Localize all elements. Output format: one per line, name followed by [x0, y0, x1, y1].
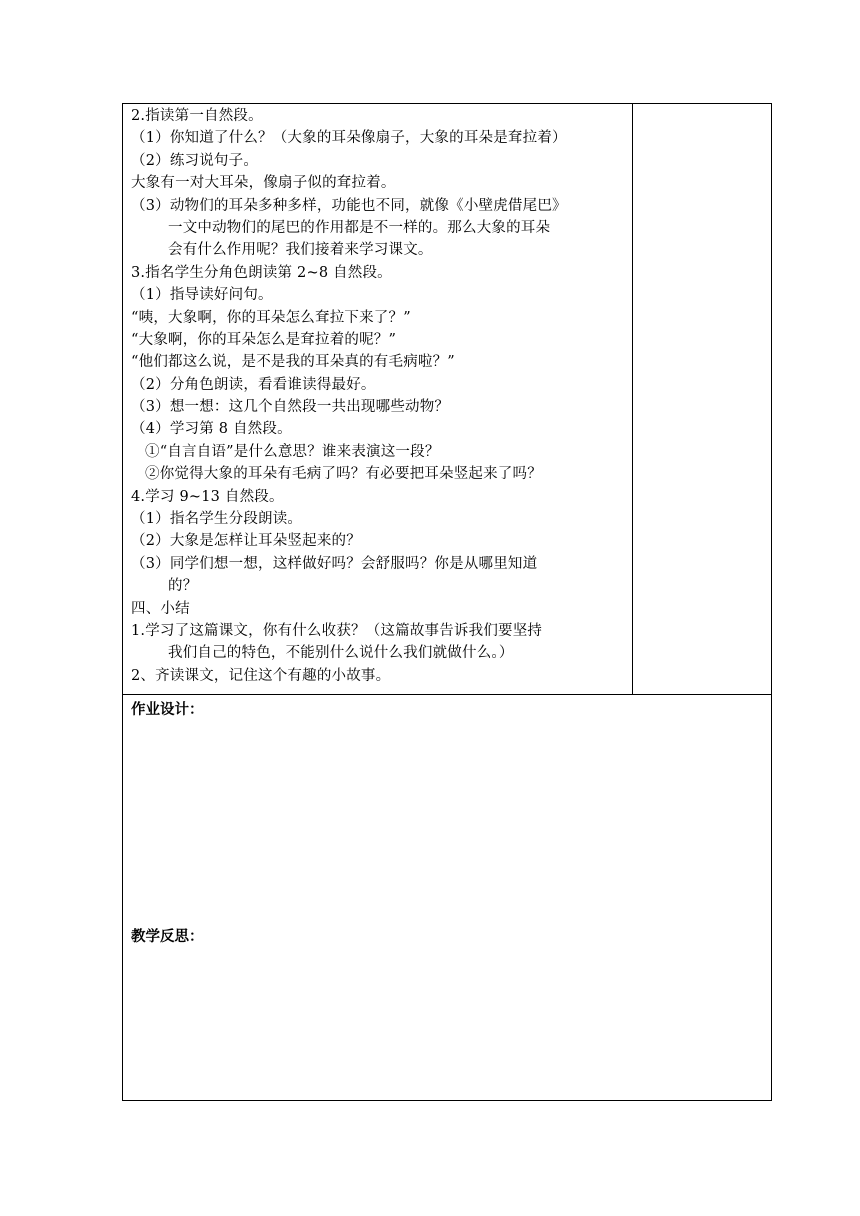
lesson-line: （4）学习第 8 自然段。 [131, 421, 292, 438]
homework-reflection-cell [123, 695, 771, 1100]
lesson-plan-table [122, 103, 772, 1101]
teaching-process-text [131, 105, 629, 687]
lesson-line: （3）想一想：这几个自然段一共出现哪些动物？ [131, 399, 450, 416]
lesson-line: 3.指名学生分角色朗读第 2~8 自然段。 [131, 264, 392, 281]
teaching-process-cell [123, 104, 633, 695]
lesson-line: （1）你知道了什么？（大象的耳朵像扇子，大象的耳朵是耷拉着） [131, 130, 567, 147]
lesson-line: （1）指导读好问句。 [131, 287, 273, 304]
lesson-line: 1.学习了这篇课文，你有什么收获？（这篇故事告诉我们要坚持 [131, 622, 543, 639]
lesson-line: 我们自己的特色，不能别什么说什么我们就做什么。） [168, 645, 514, 662]
lesson-line: 大象有一对大耳朵，像扇子似的耷拉着。 [131, 175, 396, 192]
lesson-line: 2、齐读课文，记住这个有趣的小故事。 [131, 667, 391, 684]
notes-cell [633, 104, 771, 695]
lesson-line: 一文中动物们的尾巴的作用都是不一样的。那么大象的耳朵 [168, 219, 551, 236]
lesson-line: （2）练习说句子。 [131, 152, 259, 169]
lesson-line: （3）同学们想一想，这样做好吗？会舒服吗？你是从哪里知道 [131, 555, 538, 572]
lesson-line: ①“自言自语”是什么意思？谁来表演这一段？ [145, 443, 440, 460]
lesson-line: （2）分角色朗读，看看谁读得最好。 [131, 376, 376, 393]
lesson-line: 4.学习 9~13 自然段。 [131, 488, 284, 505]
lesson-line: 会有什么作用呢？我们接着来学习课文。 [168, 242, 433, 259]
lesson-line: 四、小结 [131, 600, 190, 617]
lesson-line: 的？ [168, 578, 198, 595]
teaching-reflection-label: 教学反思： [131, 929, 204, 945]
lesson-line: “咦，大象啊，你的耳朵怎么耷拉下来了？” [131, 309, 411, 326]
lesson-line: “他们都这么说，是不是我的耳朵真的有毛病啦？” [131, 354, 455, 371]
lesson-line: （3）动物们的耳朵多种多样，功能也不同，就像《小壁虎借尾巴》 [131, 197, 567, 214]
homework-design-label: 作业设计： [131, 702, 204, 718]
lesson-line: （1）指名学生分段朗读。 [131, 511, 303, 528]
lesson-line: ②你觉得大象的耳朵有毛病了吗？有必要把耳朵竖起来了吗？ [145, 466, 542, 483]
lesson-line: “大象啊，你的耳朵怎么是耷拉着的呢？” [131, 331, 397, 348]
lesson-line: （2）大象是怎样让耳朵竖起来的？ [131, 533, 361, 550]
lesson-line: 2.指读第一自然段。 [131, 108, 263, 124]
